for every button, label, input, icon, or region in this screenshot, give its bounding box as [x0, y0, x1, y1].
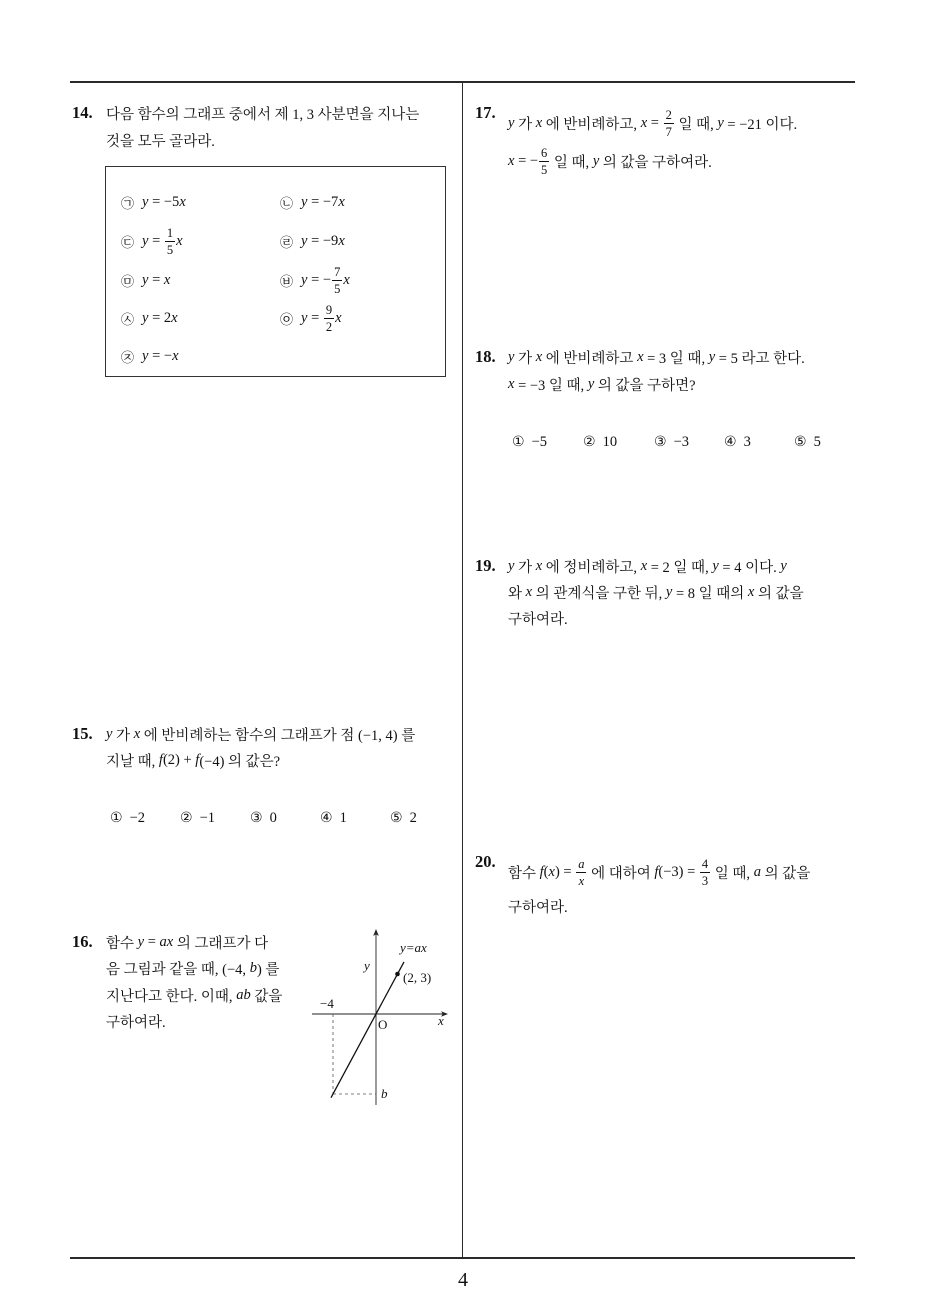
text-run: 것을 모두 골라라. — [106, 133, 215, 150]
text-run: 5 — [334, 281, 341, 296]
text-run: = 2 일 때, — [647, 559, 713, 576]
math-variable: y — [508, 557, 515, 574]
choice-value: 3 — [743, 433, 751, 450]
fraction — [664, 108, 674, 139]
math-variable: y — [142, 193, 149, 210]
choice-value: −1 — [199, 809, 215, 826]
option-expression — [142, 194, 186, 211]
choice-number: ③ — [250, 810, 263, 826]
text-run: 1 — [166, 225, 174, 240]
fraction — [576, 857, 586, 888]
fraction — [165, 226, 175, 257]
text-run: = — [307, 309, 323, 326]
origin-label: O — [378, 1017, 388, 1032]
text-run: 지난다고 한다. 이때, — [106, 988, 237, 1005]
fraction-numerator — [576, 857, 586, 873]
text-run: 에 반비례하고 — [542, 350, 638, 367]
math-variable: y — [106, 725, 113, 742]
fraction-denominator — [165, 242, 175, 257]
math-variable: x — [535, 114, 543, 131]
text-run: 가 — [514, 116, 536, 133]
choice-value: 10 — [602, 433, 618, 450]
text-run: 4 — [701, 856, 709, 871]
text-run: = — [148, 271, 164, 288]
choice-value: 1 — [339, 809, 347, 826]
text-run: 가 — [112, 727, 134, 744]
math-variable: y — [712, 557, 719, 574]
choice-value: −3 — [673, 433, 689, 450]
math-variable: x — [535, 557, 543, 574]
text-run: 9 — [325, 302, 333, 317]
math-variable: y — [592, 152, 600, 169]
option-expression — [142, 226, 183, 257]
text-run: = 5 라고 한다. — [715, 350, 805, 367]
math-variable: x — [747, 583, 755, 600]
text-run: ) = — [554, 863, 576, 880]
choice-number: ⑤ — [794, 434, 807, 450]
math-variable: y — [142, 309, 149, 326]
bottom-rule — [70, 1257, 855, 1259]
math-variable: x — [163, 271, 171, 288]
column-divider — [462, 82, 463, 1258]
choice-number: ③ — [654, 434, 667, 450]
text-run: ) 를 — [256, 961, 280, 978]
math-variable: x — [179, 193, 186, 210]
math-variable: a — [753, 863, 761, 880]
y-axis-label: y — [364, 958, 370, 973]
math-variable: f — [654, 863, 659, 880]
text-run: (2) + — [162, 751, 196, 768]
text-run: = — [144, 933, 160, 950]
y-tick-label: b — [381, 1086, 388, 1101]
math-variable: y — [717, 114, 724, 131]
math-variable: y — [665, 583, 673, 600]
math-variable: x — [640, 557, 648, 574]
choice-value: 5 — [813, 433, 821, 450]
math-variable: b — [249, 959, 257, 976]
math-variable: y — [301, 271, 308, 288]
fraction-denominator — [576, 873, 586, 888]
text-run: 구하여라. — [508, 899, 568, 916]
text-run: = −9 — [307, 232, 339, 249]
text-run: = 4 이다. — [718, 559, 781, 576]
text-run: 7 — [334, 264, 341, 279]
text-run: 가 — [514, 559, 536, 576]
math-variable: x — [578, 873, 585, 888]
text-run: 의 값을 — [760, 865, 811, 882]
text-run: (−4) 의 값은? — [199, 753, 281, 770]
choice-number: ④ — [320, 810, 333, 826]
math-variable: y — [142, 347, 149, 364]
fraction-denominator — [324, 319, 334, 334]
option-expression — [301, 303, 342, 334]
math-variable: x — [508, 375, 515, 392]
text-run: 에 반비례하고, — [542, 116, 641, 133]
text-run: 함수 — [508, 865, 540, 882]
math-variable: x — [133, 725, 141, 742]
math-variable: y — [587, 375, 595, 392]
text-run: 함수 — [106, 935, 138, 952]
choice-number: ① — [512, 434, 525, 450]
text-run: 에 반비례하는 함수의 그래프가 점 (−1, 4) 를 — [140, 727, 416, 744]
option-label: ㉨ — [121, 350, 135, 366]
math-variable: y — [301, 309, 308, 326]
text-run: = — [148, 232, 164, 249]
option-expression — [301, 194, 345, 211]
math-variable: f — [195, 751, 200, 768]
math-variable: x — [338, 232, 345, 249]
math-variable: y — [301, 232, 308, 249]
text-run: 6 — [541, 145, 548, 160]
math-variable: x — [172, 347, 179, 364]
option-expression — [142, 310, 178, 327]
text-run: 7 — [665, 124, 672, 139]
fraction — [324, 303, 334, 334]
text-run: 의 값을 구하여라. — [599, 154, 712, 171]
text-run: = −5 — [148, 193, 180, 210]
option-expression — [142, 348, 178, 365]
fraction-denominator — [664, 124, 674, 139]
text-run: = − — [148, 347, 173, 364]
choice-value: −2 — [129, 809, 145, 826]
option-expression — [301, 233, 345, 250]
text-run: 다음 함수의 그래프 중에서 제 1, 3 사분면을 지나는 — [106, 106, 420, 123]
math-variable: x — [338, 193, 345, 210]
text-run: 에 정비례하고, — [542, 559, 641, 576]
text-run: 값을 — [250, 988, 283, 1005]
option-label: ㉦ — [121, 312, 135, 328]
math-variable: y — [780, 557, 787, 574]
math-variable: y — [508, 114, 515, 131]
x-tick-label: −4 — [320, 996, 334, 1011]
math-variable: x — [525, 583, 533, 600]
option-label: ㉠ — [121, 196, 135, 212]
fraction-numerator — [332, 265, 342, 281]
math-variable: y — [301, 193, 308, 210]
choice-number: ④ — [724, 434, 737, 450]
choice-number: ② — [583, 434, 596, 450]
math-variable: ab — [236, 986, 251, 1003]
text-run: 5 — [166, 242, 174, 257]
option-label: ㉣ — [280, 235, 294, 251]
fraction-denominator — [700, 873, 710, 888]
math-variable: x — [508, 152, 515, 169]
point-label: (2, 3) — [403, 970, 432, 985]
fraction — [700, 857, 710, 888]
text-run: 에 대하여 — [587, 865, 655, 882]
text-run: 의 값을 — [754, 585, 804, 602]
choice-number: ① — [110, 810, 123, 826]
text-run: 지날 때, — [106, 753, 159, 770]
option-label: ㉤ — [121, 274, 135, 290]
function-label: y=ax — [400, 940, 427, 955]
fraction — [332, 265, 342, 296]
text-run: (−3) = — [658, 863, 699, 880]
math-variable: ax — [159, 933, 174, 950]
option-label: ㉧ — [280, 312, 294, 328]
text-run: 3 — [701, 873, 709, 888]
fraction — [539, 146, 549, 177]
fraction-denominator — [332, 281, 342, 296]
math-variable: a — [578, 856, 585, 871]
math-variable: y — [142, 271, 149, 288]
text-run: 일 때, — [674, 116, 718, 133]
math-variable: x — [535, 348, 543, 365]
fraction-numerator — [700, 857, 710, 873]
math-variable: y — [708, 348, 716, 365]
text-run: 와 — [508, 585, 526, 602]
math-variable: x — [171, 309, 178, 326]
math-variable: x — [176, 232, 183, 249]
x-axis-label: x — [438, 1013, 444, 1028]
text-run: = 3 일 때, — [643, 350, 709, 367]
text-run: = − — [514, 152, 539, 169]
fraction-numerator — [165, 226, 175, 242]
option-expression — [301, 265, 350, 296]
math-variable: x — [343, 271, 350, 288]
option-label: ㉢ — [121, 235, 135, 251]
choice-number: ② — [180, 810, 193, 826]
text-run: 일 때, — [550, 154, 593, 171]
math-variable: f — [539, 863, 544, 880]
fraction-numerator — [664, 108, 674, 124]
fraction-numerator — [539, 146, 549, 162]
math-variable: y — [137, 933, 145, 950]
choice-value: 2 — [409, 809, 417, 826]
text-run: 가 — [514, 350, 536, 367]
point-marker — [395, 972, 400, 977]
text-run: 2 — [325, 319, 333, 334]
text-run: = 8 일 때의 — [672, 585, 748, 602]
text-run: ( — [543, 863, 549, 880]
option-expression — [142, 272, 170, 289]
text-run: 구하여라. — [106, 1014, 166, 1031]
text-run: 일 때, — [711, 865, 754, 882]
text-run: = −7 — [307, 193, 339, 210]
text-run: 음 그림과 같을 때, (−4, — [106, 961, 250, 978]
text-run: 의 값을 구하면? — [594, 377, 696, 394]
math-variable: y — [508, 348, 515, 365]
choice-number: ⑤ — [390, 810, 403, 826]
fraction-numerator — [324, 303, 334, 319]
text-run: 의 그래프가 다 — [173, 935, 269, 952]
text-run: 2 — [665, 107, 672, 122]
math-variable: f — [158, 751, 163, 768]
math-variable: x — [335, 309, 342, 326]
option-label: ㉡ — [280, 196, 294, 212]
option-label: ㉥ — [280, 274, 294, 290]
text-run: = 2 — [148, 309, 172, 326]
text-run: 구하여라. — [508, 611, 568, 628]
function-graph — [300, 925, 460, 1110]
math-variable: x — [637, 348, 644, 365]
math-variable: y — [142, 232, 149, 249]
choice-value: 0 — [269, 809, 277, 826]
choice-value: −5 — [531, 433, 547, 450]
text-run: = −21 이다. — [723, 116, 798, 133]
text-run: 의 관계식을 구한 뒤, — [532, 585, 666, 602]
text-run: 5 — [541, 162, 548, 177]
text-run: = − — [307, 271, 332, 288]
math-variable: x — [640, 114, 648, 131]
text-run: = −3 일 때, — [514, 377, 588, 394]
function-line — [331, 962, 404, 1098]
math-variable: x — [548, 863, 555, 880]
text-run: = — [647, 114, 663, 131]
fraction-denominator — [539, 162, 549, 177]
